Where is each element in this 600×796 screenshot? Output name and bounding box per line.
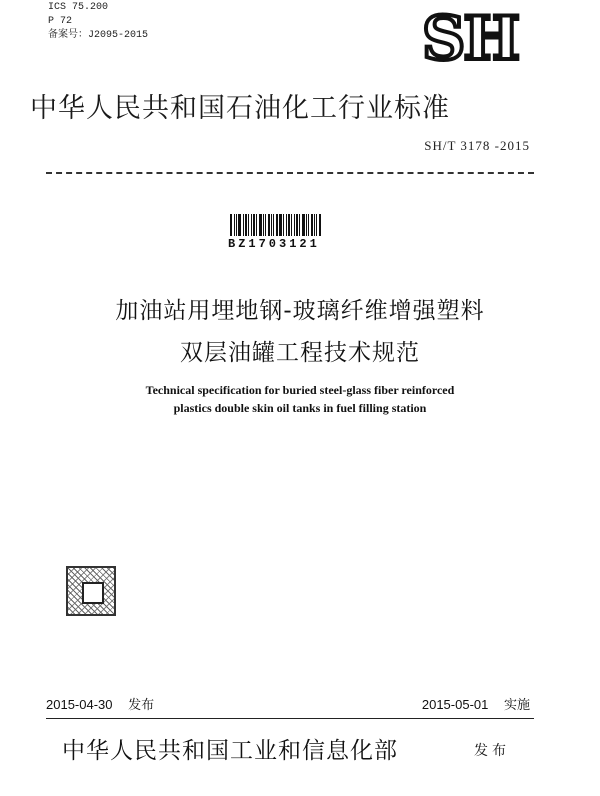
- release-label: 发布: [128, 697, 155, 712]
- effective-date-row: [422, 694, 530, 713]
- title-chinese-line-2: 双层油罐工程技术规范: [180, 340, 420, 366]
- title-english-line-1: Technical specification for buried steel-glass fiber reinforced: [145, 383, 455, 397]
- publish-label: 发布: [474, 743, 510, 759]
- barcode-number: BZ1703121: [228, 237, 320, 251]
- standard-classification: 中华人民共和国石油化工行业标准: [30, 93, 450, 124]
- barcode: [230, 214, 330, 236]
- record-number: 备案号：J2095-2015: [48, 30, 149, 41]
- standard-code: SH/T 3178 -2015: [424, 138, 530, 153]
- effective-date: 2015-05-01: [421, 697, 489, 712]
- header-divider: [46, 172, 534, 174]
- footer-divider: [46, 718, 534, 719]
- title-chinese-line-1: 加油站用埋地钢-玻璃纤维增强塑料: [115, 298, 485, 324]
- release-date: 2015-04-30: [46, 697, 113, 712]
- release-date-row: [46, 694, 154, 713]
- anti-counterfeit-seal: [66, 566, 116, 616]
- title-english-line-2: plastics double skin oil tanks in fuel filling station: [173, 401, 427, 415]
- publisher: 中华人民共和国工业和信息化部: [62, 738, 398, 764]
- ics-code: ICS 75.200: [48, 2, 109, 13]
- effective-label: 实施: [503, 697, 530, 712]
- ccs-code: P 72: [48, 16, 73, 27]
- sh-logo: SH: [421, 4, 519, 74]
